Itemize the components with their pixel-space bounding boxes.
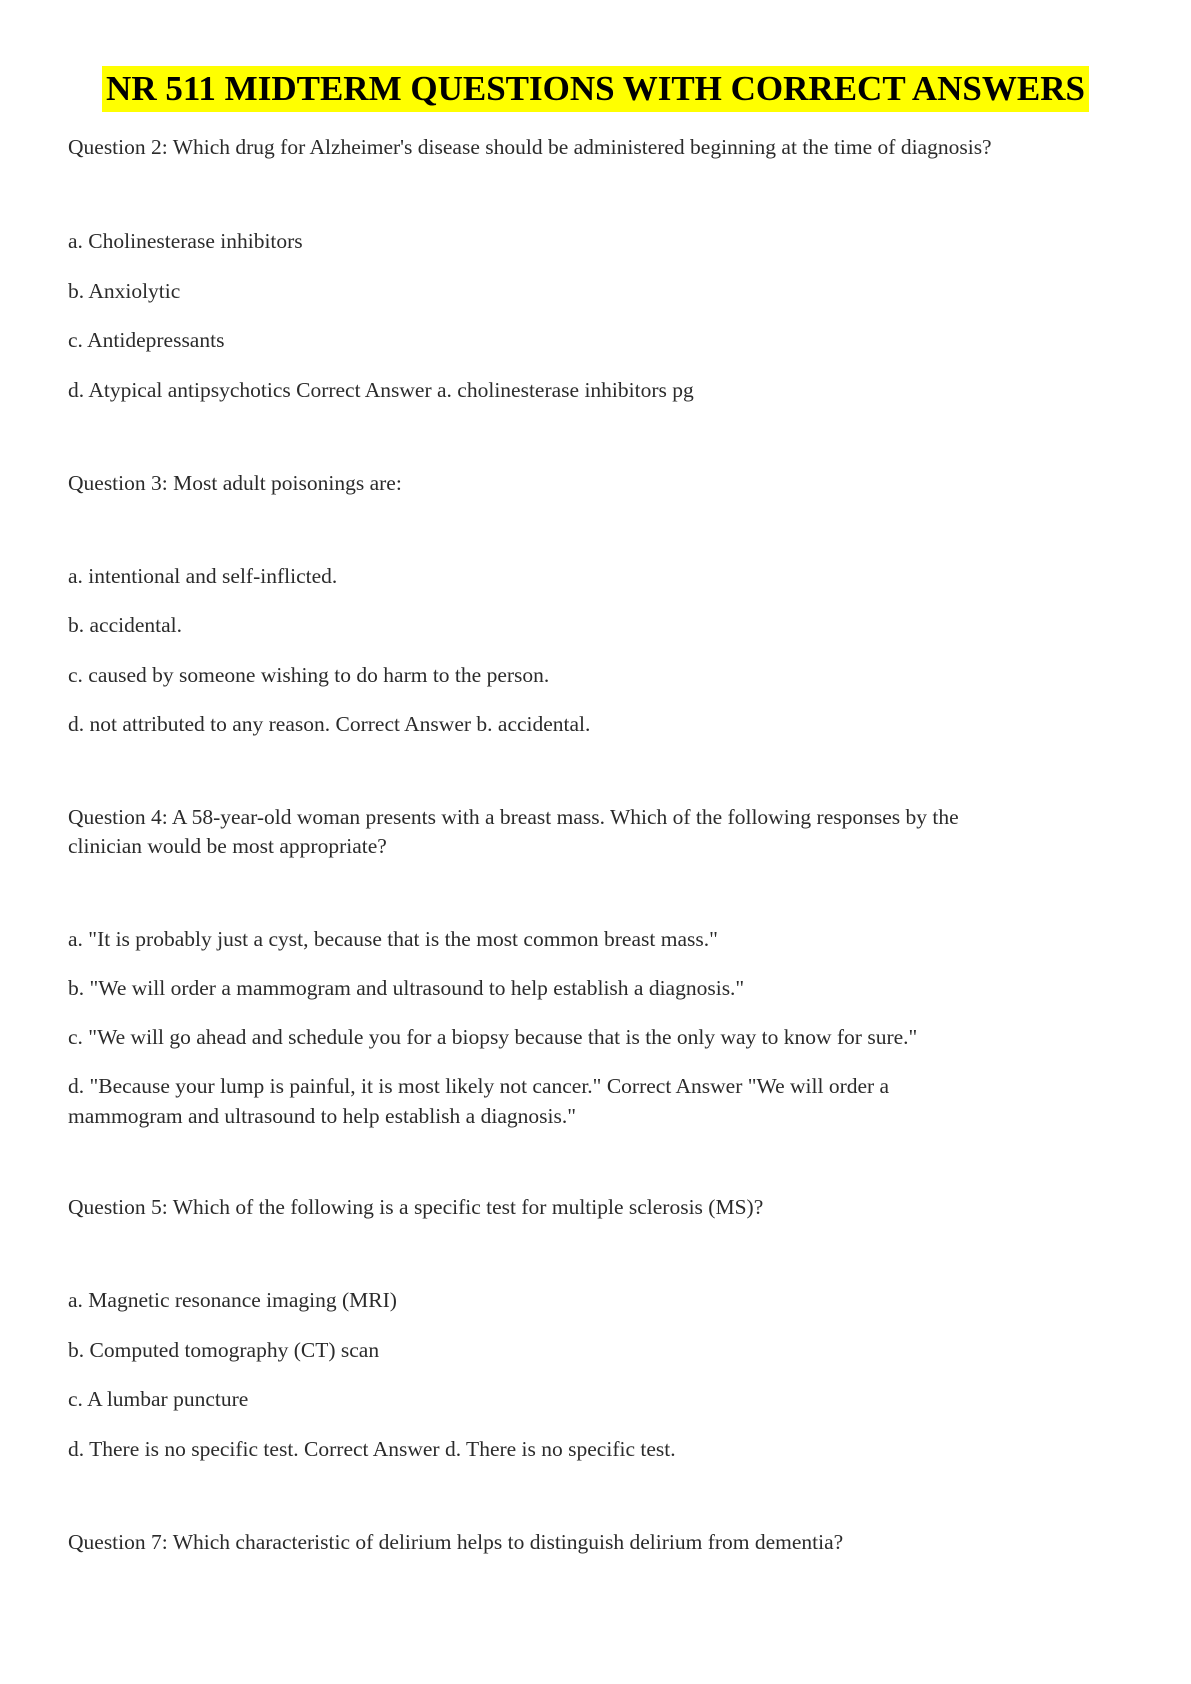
question-5-option-c: c. A lumbar puncture bbox=[68, 1387, 249, 1411]
question-5-option-b: b. Computed tomography (CT) scan bbox=[68, 1338, 380, 1362]
question-3-text: Question 3: Most adult poisonings are: bbox=[68, 471, 402, 495]
title-container bbox=[0, 66, 1191, 112]
question-4-option-c: c. "We will go ahead and schedule you for a biopsy because that is the only way to know for sure." bbox=[68, 1025, 918, 1049]
question-2-option-d: d. Atypical antipsychotics Correct Answer a. cholinesterase inhibitors pg bbox=[68, 378, 694, 402]
question-4-option-d-line2: mammogram and ultrasound to help establish a diagnosis." bbox=[68, 1104, 576, 1128]
question-2-option-c: c. Antidepressants bbox=[68, 328, 225, 352]
question-3-option-c: c. caused by someone wishing to do harm to the person. bbox=[68, 663, 550, 687]
question-2-option-b: b. Anxiolytic bbox=[68, 279, 181, 303]
document-title: NR 511 MIDTERM QUESTIONS WITH CORRECT ANSWERS bbox=[102, 66, 1089, 112]
question-4-option-a: a. "It is probably just a cyst, because that is the most common breast mass." bbox=[68, 927, 718, 951]
question-4-text-line1: Question 4: A 58-year-old woman presents with a breast mass. Which of the following responses by the bbox=[68, 805, 959, 829]
question-5-text: Question 5: Which of the following is a specific test for multiple sclerosis (MS)? bbox=[68, 1195, 764, 1219]
question-2-option-a: a. Cholinesterase inhibitors bbox=[68, 229, 303, 253]
question-2-text: Question 2: Which drug for Alzheimer's disease should be administered beginning at the time of diagnosis? bbox=[68, 135, 992, 159]
question-4-option-d-line1: d. "Because your lump is painful, it is most likely not cancer." Correct Answer "We will order a bbox=[68, 1074, 890, 1098]
question-3-option-a: a. intentional and self-inflicted. bbox=[68, 564, 338, 588]
question-5-option-a: a. Magnetic resonance imaging (MRI) bbox=[68, 1288, 397, 1312]
question-3-option-b: b. accidental. bbox=[68, 613, 183, 637]
question-7-text: Question 7: Which characteristic of delirium helps to distinguish delirium from dementia? bbox=[68, 1530, 844, 1554]
question-5-option-d: d. There is no specific test. Correct Answer d. There is no specific test. bbox=[68, 1437, 676, 1461]
question-3-option-d: d. not attributed to any reason. Correct Answer b. accidental. bbox=[68, 712, 591, 736]
question-4-text-line2: clinician would be most appropriate? bbox=[68, 834, 387, 858]
question-4-option-b: b. "We will order a mammogram and ultrasound to help establish a diagnosis." bbox=[68, 976, 745, 1000]
